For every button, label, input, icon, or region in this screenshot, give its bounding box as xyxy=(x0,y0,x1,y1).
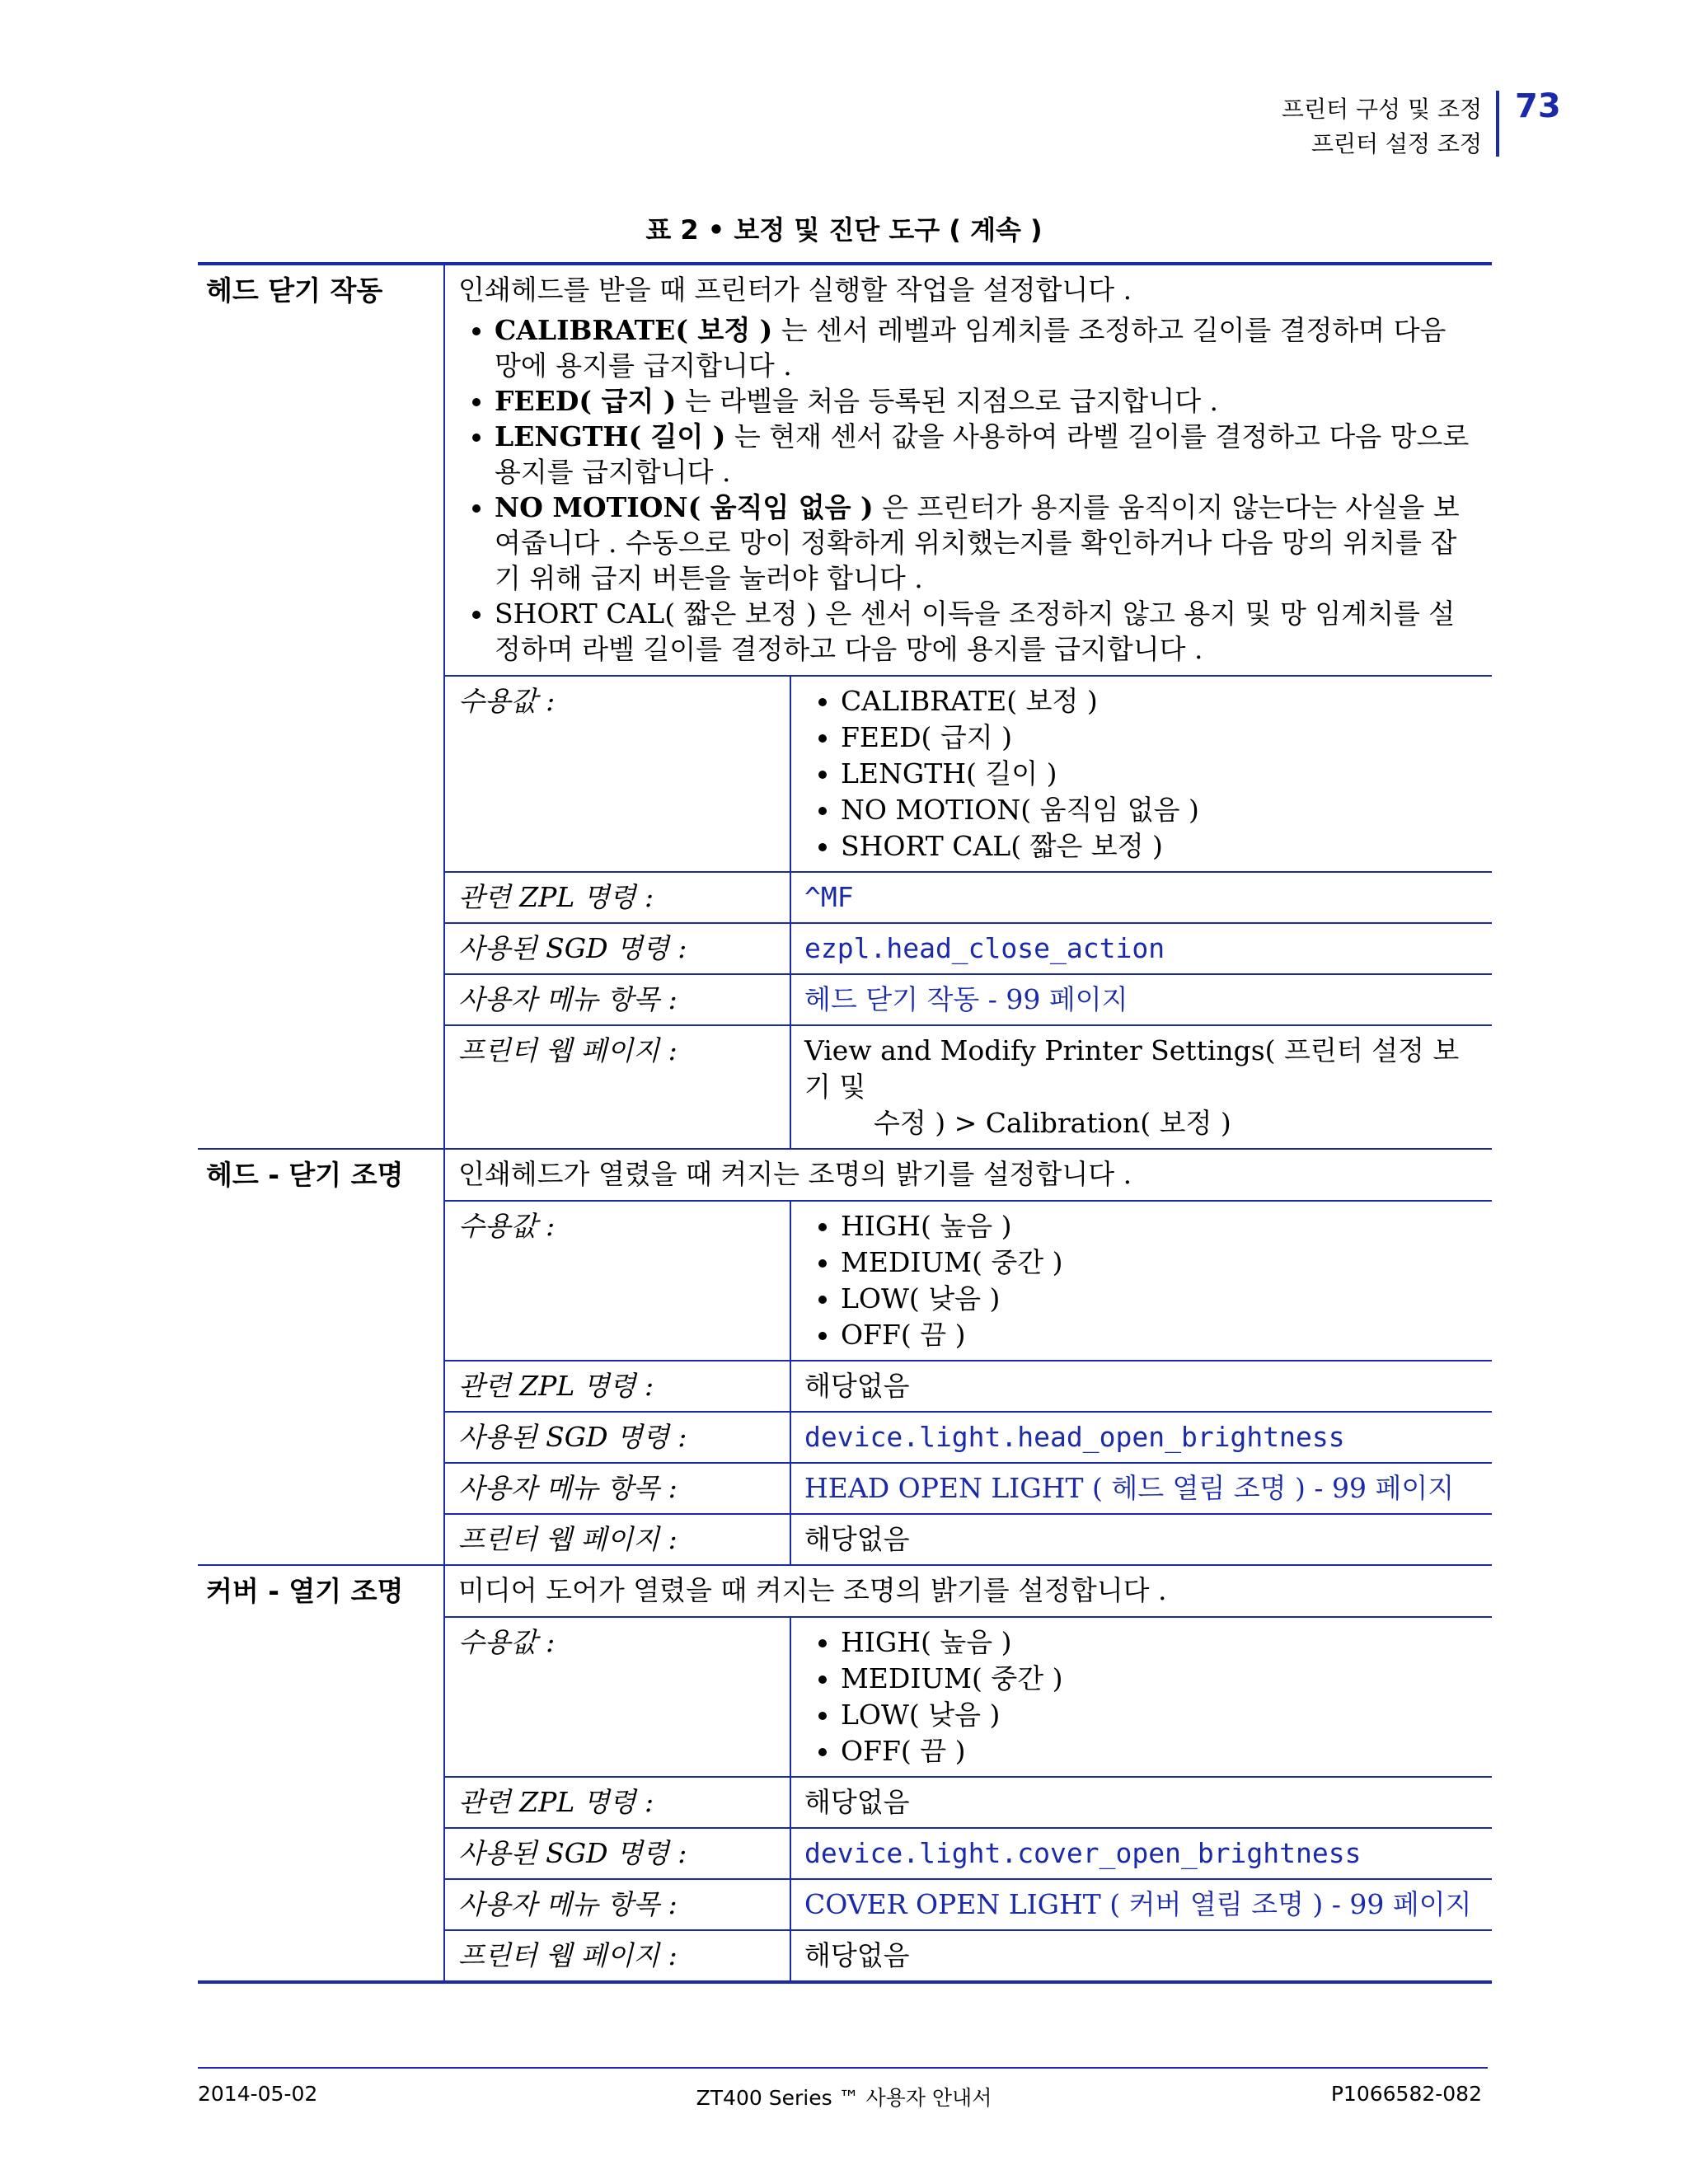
footer-divider xyxy=(198,2067,1488,2069)
footer-title: ZT400 Series ™ 사용자 안내서 xyxy=(696,2086,992,2110)
section-body xyxy=(445,265,1492,1148)
zpl-label: 관련 ZPL 명령 : xyxy=(445,1361,791,1411)
list-item xyxy=(495,419,1479,490)
menu-value xyxy=(791,975,1492,1024)
web-label: 프린터 웹 페이지 : xyxy=(445,1026,791,1148)
web-value xyxy=(791,1026,1492,1148)
zpl-label: 관련 ZPL 명령 : xyxy=(445,873,791,922)
list-item: • OFF( 끔 ) xyxy=(841,1733,1479,1769)
list-item xyxy=(495,596,1479,667)
list-item xyxy=(495,490,1479,596)
sgd-command-link[interactable]: device.light.cover_open_brightness xyxy=(804,1837,1362,1869)
accepted-values xyxy=(791,1618,1492,1776)
table-row xyxy=(445,1929,1492,1980)
table-row xyxy=(445,1513,1492,1564)
zpl-value: 해당없음 xyxy=(804,1370,910,1402)
list-item: • NO MOTION( 움직임 없음 ) xyxy=(841,792,1479,828)
description-text: 미디어 도어가 열렸을 때 켜지는 조명의 밝기를 설정합니다 . xyxy=(458,1574,1167,1606)
header-divider xyxy=(1496,91,1499,157)
option-name: SHORT CAL( 짧은 보정 ) xyxy=(495,598,817,630)
sgd-value xyxy=(791,1413,1492,1462)
list-item xyxy=(495,312,1479,383)
sgd-label: 사용된 SGD 명령 : xyxy=(445,924,791,973)
table-row xyxy=(445,1462,1492,1513)
table-row xyxy=(445,973,1492,1024)
footer-doc-number: P1066582-082 xyxy=(1330,2082,1482,2106)
table-section-head-light xyxy=(198,1150,1492,1566)
section-title-cell: 커버 - 열기 조명 xyxy=(198,1566,445,1980)
table-row xyxy=(445,1360,1492,1411)
menu-value xyxy=(791,1464,1492,1513)
option-text: 는 센서 레벨과 임계치를 조정하고 길이를 결정하며 다음 망에 용지를 급지합니다 . xyxy=(495,314,1447,382)
table-row xyxy=(445,1878,1492,1929)
section-description xyxy=(445,265,1492,675)
table-row xyxy=(445,1827,1492,1878)
section-title-cell: 헤드 닫기 작동 xyxy=(198,265,445,1148)
list-item: • MEDIUM( 중간 ) xyxy=(841,1661,1479,1697)
option-text: 는 현재 센서 값을 사용하여 라벨 길이를 결정하고 다음 망으로 용지를 급지합니다 . xyxy=(495,420,1470,488)
description-text: 인쇄헤드가 열렸을 때 켜지는 조명의 밝기를 설정합니다 . xyxy=(458,1158,1132,1190)
option-name: FEED( 급지 ) xyxy=(495,385,677,417)
section-title: 프린터 설정 조정 xyxy=(1311,130,1482,157)
running-header xyxy=(1282,92,1482,162)
sgd-value xyxy=(791,1829,1492,1878)
zpl-value xyxy=(791,873,1492,922)
section-body xyxy=(445,1150,1492,1564)
option-name: CALIBRATE( 보정 ) xyxy=(495,314,773,346)
table-row xyxy=(445,1200,1492,1360)
list-item: • SHORT CAL( 짧은 보정 ) xyxy=(841,828,1479,865)
accepted-values-label: 수용값 : xyxy=(445,677,791,871)
table-row xyxy=(445,871,1492,922)
table-section-head-close-action xyxy=(198,265,1492,1150)
accepted-values-label: 수용값 : xyxy=(445,1618,791,1776)
chapter-title: 프린터 구성 및 조정 xyxy=(1281,96,1482,123)
zpl-value: 해당없음 xyxy=(804,1786,910,1818)
sgd-command-link[interactable]: device.light.head_open_brightness xyxy=(804,1421,1345,1453)
section-body xyxy=(445,1566,1492,1980)
table-row xyxy=(445,675,1492,871)
web-label: 프린터 웹 페이지 : xyxy=(445,1931,791,1980)
menu-value xyxy=(791,1880,1492,1929)
table-row xyxy=(445,1024,1492,1148)
list-item: • LENGTH( 길이 ) xyxy=(841,756,1479,792)
table-section-cover-light xyxy=(198,1566,1492,1980)
option-name: NO MOTION( 움직임 없음 ) xyxy=(495,491,874,523)
option-text: 은 프린터가 용지를 움직이지 않는다는 사실을 보여줍니다 . 수동으로 망이 정확하게 위치했는지를 확인하거나 다음 망의 위치를 잡기 위해 급지 버튼을 눌러야 합니다 . xyxy=(495,491,1460,594)
page-number: 73 xyxy=(1515,87,1561,125)
sgd-value xyxy=(791,924,1492,973)
description-text: 인쇄헤드를 받을 때 프린터가 실행할 작업을 설정합니다 . xyxy=(458,274,1132,306)
list-item: • HIGH( 높음 ) xyxy=(841,1624,1479,1661)
option-text: 는 라벨을 처음 등록된 지점으로 급지합니다 . xyxy=(676,385,1219,417)
option-text: 은 센서 이득을 조정하지 않고 용지 및 망 임계치를 설정하며 라벨 길이를 결정하고 다음 망에 용지를 급지합니다 . xyxy=(495,598,1456,665)
option-name: LENGTH( 길이 ) xyxy=(495,420,726,452)
accepted-values xyxy=(791,1202,1492,1360)
list-item: • LOW( 낮음 ) xyxy=(841,1697,1479,1733)
table-row xyxy=(445,1616,1492,1776)
list-item xyxy=(495,383,1479,419)
menu-label: 사용자 메뉴 항목 : xyxy=(445,1880,791,1929)
zpl-command-link[interactable]: ^MF xyxy=(804,881,854,913)
sgd-command-link[interactable]: ezpl.head_close_action xyxy=(804,932,1165,964)
menu-item-link[interactable]: HEAD OPEN LIGHT ( 헤드 열림 조명 ) - 99 페이지 xyxy=(804,1472,1455,1504)
web-path-line: 수정 ) > Calibration( 보정 ) xyxy=(874,1107,1231,1139)
table-row xyxy=(445,1776,1492,1827)
menu-label: 사용자 메뉴 항목 : xyxy=(445,975,791,1024)
list-item: • LOW( 낮음 ) xyxy=(841,1281,1479,1317)
table-row xyxy=(445,1411,1492,1462)
list-item: • FEED( 급지 ) xyxy=(841,719,1479,756)
option-list xyxy=(458,312,1479,667)
section-description xyxy=(445,1150,1492,1200)
web-value: 해당없음 xyxy=(804,1939,910,1971)
accepted-values-label: 수용값 : xyxy=(445,1202,791,1360)
web-label: 프린터 웹 페이지 : xyxy=(445,1515,791,1564)
table-caption: 표 2 • 보정 및 진단 도구 ( 계속 ) xyxy=(645,214,1043,246)
footer-date: 2014-05-02 xyxy=(198,2082,318,2106)
settings-table xyxy=(198,262,1492,1984)
menu-item-link[interactable]: 헤드 닫기 작동 - 99 페이지 xyxy=(804,983,1128,1015)
web-value: 해당없음 xyxy=(804,1523,910,1555)
table-row xyxy=(445,922,1492,973)
list-item: • OFF( 끔 ) xyxy=(841,1317,1479,1353)
sgd-label: 사용된 SGD 명령 : xyxy=(445,1413,791,1462)
sgd-label: 사용된 SGD 명령 : xyxy=(445,1829,791,1878)
zpl-label: 관련 ZPL 명령 : xyxy=(445,1778,791,1827)
accepted-values xyxy=(791,677,1492,871)
section-title-cell: 헤드 - 닫기 조명 xyxy=(198,1150,445,1564)
list-item: • CALIBRATE( 보정 ) xyxy=(841,683,1479,719)
menu-label: 사용자 메뉴 항목 : xyxy=(445,1464,791,1513)
web-path-line: View and Modify Printer Settings( 프린터 설정 보기 및 xyxy=(804,1034,1460,1103)
list-item: • MEDIUM( 중간 ) xyxy=(841,1244,1479,1281)
section-description xyxy=(445,1566,1492,1616)
list-item: • HIGH( 높음 ) xyxy=(841,1208,1479,1244)
menu-item-link[interactable]: COVER OPEN LIGHT ( 커버 열림 조명 ) - 99 페이지 xyxy=(804,1888,1472,1920)
